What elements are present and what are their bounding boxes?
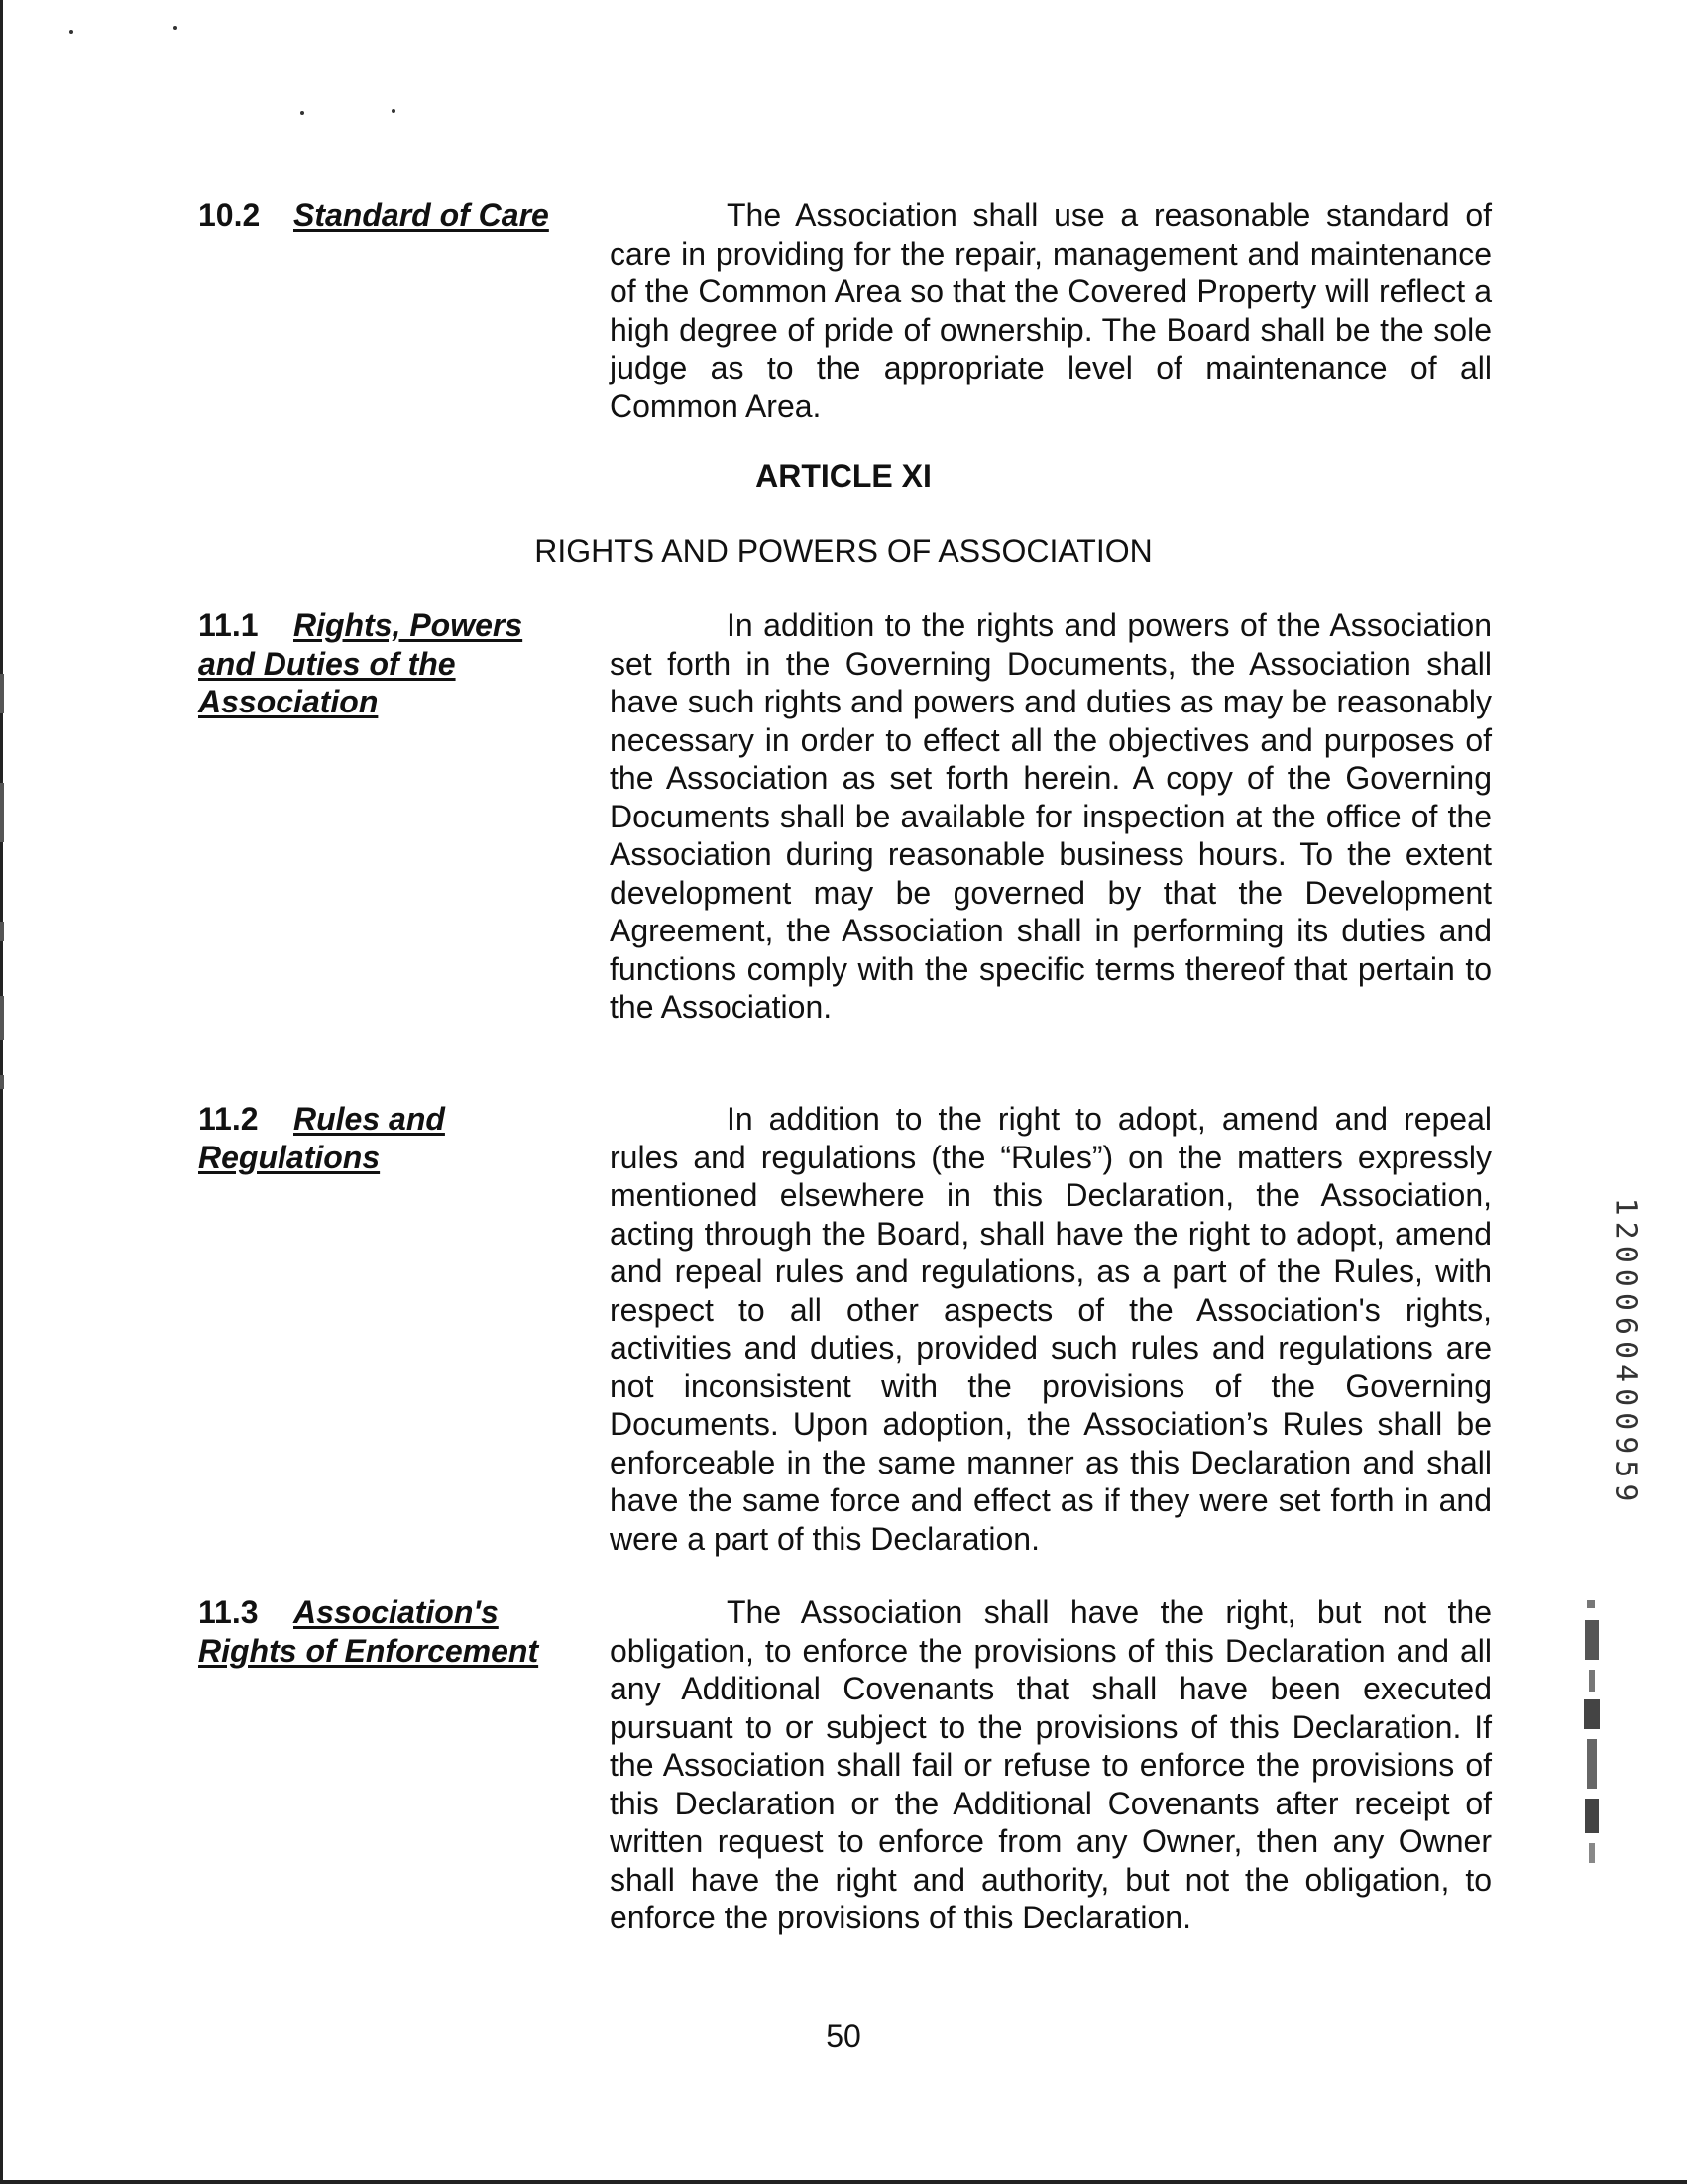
section-number: 11.1 — [198, 607, 259, 643]
recording-stamp-mark — [1581, 1600, 1605, 1868]
article-subtitle: RIGHTS AND POWERS OF ASSOCIATION — [534, 533, 1153, 569]
scan-speck — [173, 26, 177, 30]
scan-edge-mark — [0, 1075, 4, 1089]
section-heading — [198, 196, 565, 235]
article-title: ARTICLE XI — [755, 458, 932, 493]
scan-edge-mark — [0, 783, 4, 842]
scan-edge-mark — [0, 674, 4, 713]
section-body: In addition to the right to adopt, amend and repeal rules and regulations (the “Rules”) on the matters expressly mentioned elsewhere in this Declaration, the Association, acting through the Board, shall have the right to adopt, amend and repeal rules and regulations, as a part of the Rules, with respect to all other aspects of the Association's rights, activities and duties, provided such rules and regulations are not inconsistent with the provisions of the Governing Documents. Upon adoption, the Association’s Rules shall be enforceable in the same manner as this Declaration and shall have the same force and effect as if they were set forth in and were a part of this Declaration. — [610, 1101, 1492, 1557]
bates-stamp — [1608, 1197, 1643, 1508]
bates-number: 1200060400959 — [1608, 1197, 1643, 1508]
section-title: Standard of Care — [293, 197, 549, 233]
section-title: Rules and Regulations — [198, 1101, 445, 1175]
section-heading — [198, 606, 565, 721]
scan-speck — [69, 30, 73, 34]
section-body: In addition to the rights and powers of the Association set forth in the Governing Documents, the Association shall have such rights and powers and duties as may be reasonably necessary in order to effect all the objectives and purposes of the Association as set forth herein. A copy of the Governing Documents shall be available for inspection at the office of the Association during reasonable business hours. To the extent development may be governed by that the Development Agreement, the Association shall in performing its duties and functions comply with the specific terms thereof that pertain to the Association. — [610, 607, 1492, 1025]
page-number: 50 — [826, 2019, 861, 2054]
section-heading — [198, 1100, 496, 1176]
page-bottom-border — [0, 2180, 1687, 2184]
scan-speck — [300, 111, 304, 115]
section-number: 11.3 — [198, 1594, 259, 1630]
section-body: The Association shall have the right, but not the obligation, to enforce the provisions of this Declaration and all any Additional Covenants that shall have been executed pursuant to or subject to the provisions of this Declaration. If the Association shall fail or refuse to enforce the provisions of this Declaration or the Additional Covenants after receipt of written request to enforce from any Owner, then any Owner shall have the right and authority, but not the obligation, to enforce the provisions of this Declaration. — [610, 1594, 1492, 1935]
section-title: Rights, Powers and Duties of the Association — [198, 607, 523, 719]
section-number: 11.2 — [198, 1101, 259, 1137]
section-title: Association's Rights of Enforcement — [198, 1594, 539, 1669]
page-left-border — [0, 0, 3, 2184]
section-heading — [198, 1593, 575, 1670]
section-number: 10.2 — [198, 197, 261, 233]
scan-edge-mark — [0, 922, 4, 941]
scan-speck — [392, 109, 395, 113]
scan-edge-mark — [0, 996, 4, 1040]
section-body: The Association shall use a reasonable standard of care in providing for the repair, management and maintenance of the Common Area so that the Covered Property will reflect a high degree of pride of ownership. The Board shall be the sole judge as to the appropriate level of maintenance of all Common Area. — [610, 197, 1492, 424]
